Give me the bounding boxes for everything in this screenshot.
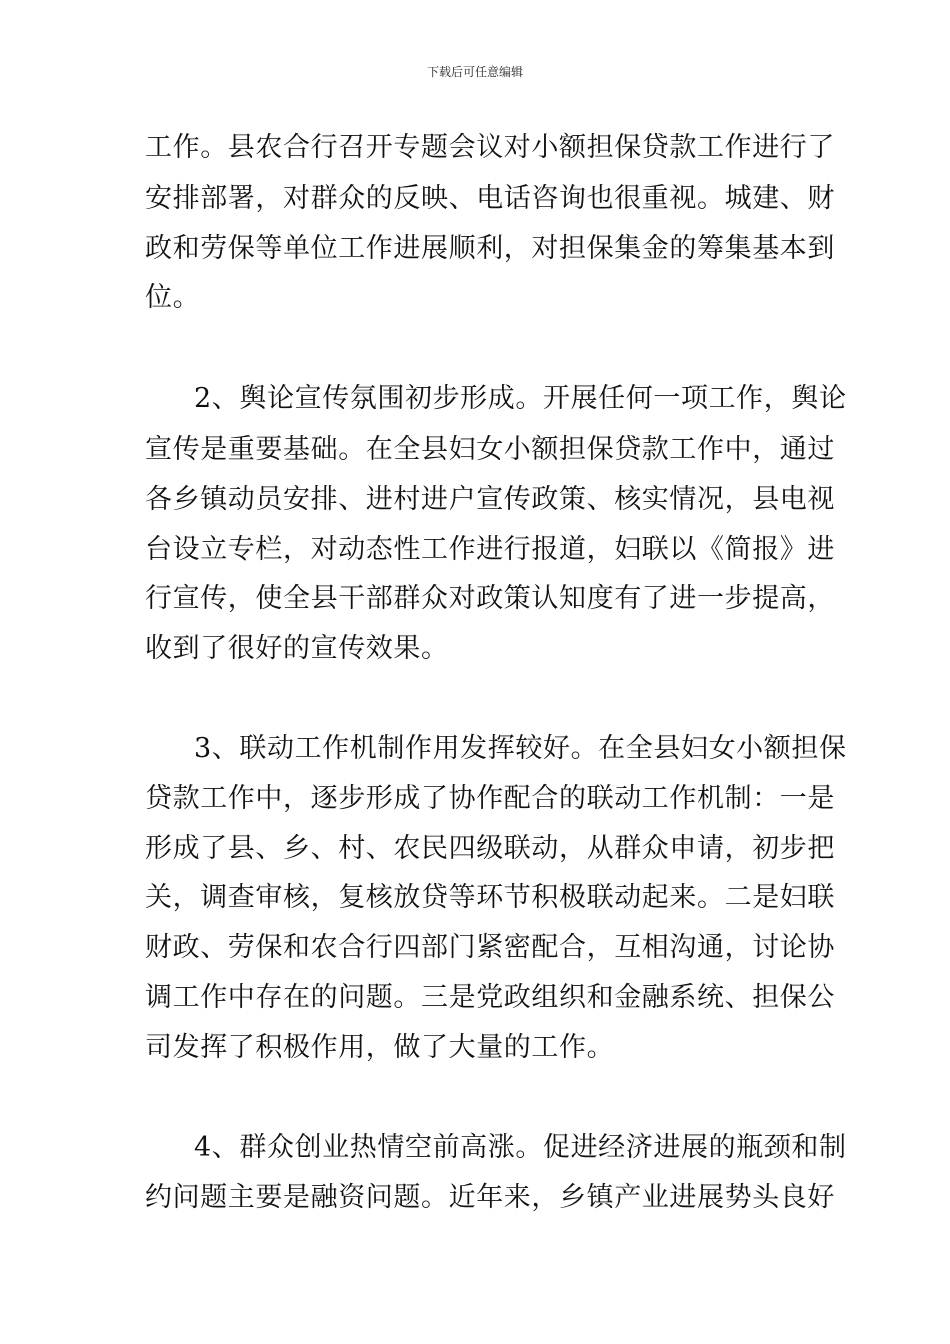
text-line: 形成了县、乡、村、农民四级联动，从群众申请，初步把 xyxy=(145,833,835,864)
text-line: 政和劳保等单位工作进展顺利，对担保集金的筹集基本到 xyxy=(145,233,835,264)
text-line: 关，调查审核，复核放贷等环节积极联动起来。二是妇联 xyxy=(145,882,835,913)
paragraph-3-first-line: 3、联动工作机制作用发挥较好。在全县妇女小额担保 xyxy=(194,733,847,764)
text-line: 司发挥了积极作用，做了大量的工作。 xyxy=(145,1032,615,1063)
text-line: 约问题主要是融资问题。近年来，乡镇产业进展势头良好 xyxy=(145,1182,835,1213)
text-line: 安排部署，对群众的反映、电话咨询也很重视。城建、财 xyxy=(145,183,835,214)
paragraph-4-first-line: 4、群众创业热情空前高涨。促进经济进展的瓶颈和制 xyxy=(194,1132,847,1163)
text-line: 贷款工作中，逐步形成了协作配合的联动工作机制：一是 xyxy=(145,783,835,814)
text-line: 位。 xyxy=(145,282,201,313)
page-header-note: 下载后可任意编辑 xyxy=(426,65,523,79)
text-line: 工作。县农合行召开专题会议对小额担保贷款工作进行了 xyxy=(145,132,835,163)
paragraph-2-first-line: 2、舆论宣传氛围初步形成。开展任何一项工作，舆论 xyxy=(194,383,847,414)
text-line: 台设立专栏，对动态性工作进行报道，妇联以《简报》进 xyxy=(145,534,835,565)
text-line: 各乡镇动员安排、进村进户宣传政策、核实情况，县电视 xyxy=(145,484,835,515)
text-line: 收到了很好的宣传效果。 xyxy=(145,633,449,664)
text-line: 宣传是重要基础。在全县妇女小额担保贷款工作中，通过 xyxy=(145,434,835,465)
text-line: 调工作中存在的问题。三是党政组织和金融系统、担保公 xyxy=(145,982,835,1013)
text-line: 行宣传，使全县干部群众对政策认知度有了进一步提高， xyxy=(145,583,835,614)
text-line: 财政、劳保和农合行四部门紧密配合，互相沟通，讨论协 xyxy=(145,932,835,963)
